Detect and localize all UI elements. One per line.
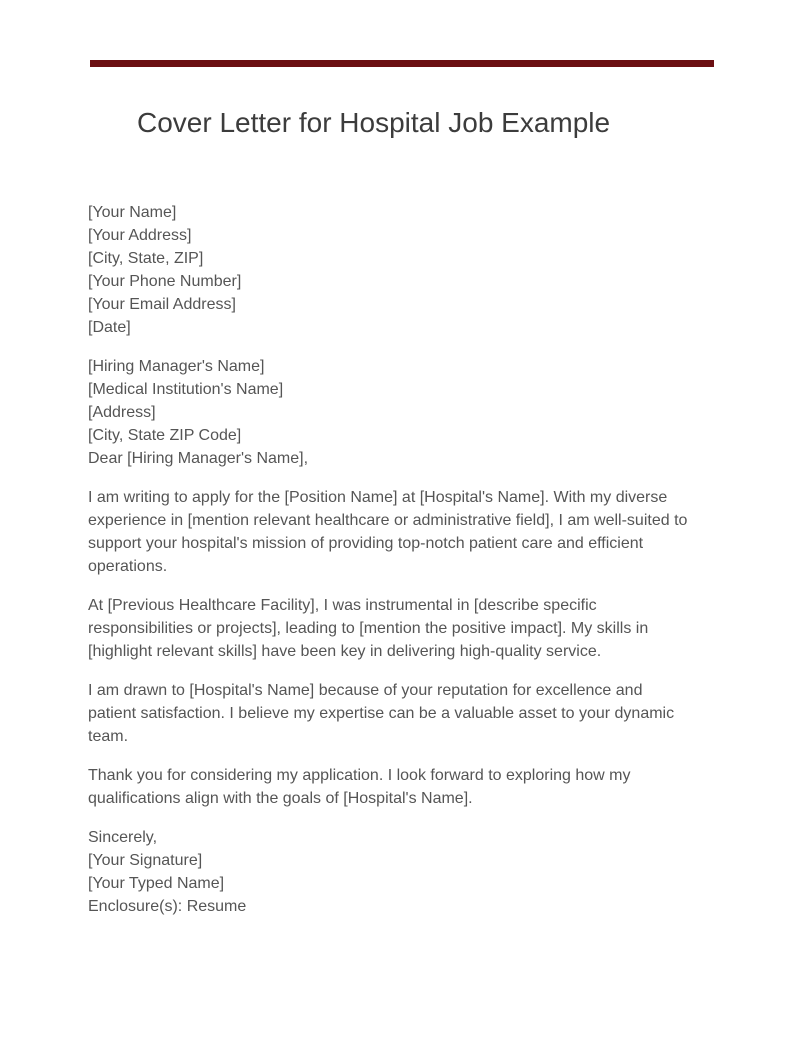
body-paragraph-experience: At [Previous Healthcare Facility], I was instrumental in [describe specific responsibilities or projects], leading to [mention the positive impact]. My skills in [highlight relevant skills] have been key in delivering high-quality service. xyxy=(88,597,649,660)
recipient-institution: [Medical Institution's Name] xyxy=(88,381,284,398)
sender-name: [Your Name] xyxy=(88,204,177,221)
recipient-name: [Hiring Manager's Name] xyxy=(88,358,265,375)
valediction: Sincerely, xyxy=(88,829,158,846)
body-paragraph-intro: I am writing to apply for the [Position Name] at [Hospital's Name]. With my diverse experience in [mention relevant healthcare or administrative field], I am well-suited to support your hospital's mission of providing top-notch patient care and efficient operations. xyxy=(88,489,688,575)
sender-block xyxy=(88,201,698,339)
signature: [Your Signature] xyxy=(88,852,203,869)
body-paragraph-thanks: Thank you for considering my application. I look forward to exploring how my qualifications align with the goals of [Hospital's Name]. xyxy=(88,767,631,807)
sender-city-state-zip: [City, State, ZIP] xyxy=(88,250,204,267)
sender-email: [Your Email Address] xyxy=(88,296,236,313)
letter-date: [Date] xyxy=(88,319,131,336)
header-divider xyxy=(90,60,714,67)
recipient-city-state-zip: [City, State ZIP Code] xyxy=(88,427,242,444)
sender-address: [Your Address] xyxy=(88,227,192,244)
recipient-block xyxy=(88,355,698,470)
enclosure-note: Enclosure(s): Resume xyxy=(88,898,247,915)
letter-body xyxy=(88,201,698,934)
salutation: Dear [Hiring Manager's Name], xyxy=(88,450,309,467)
sender-phone: [Your Phone Number] xyxy=(88,273,242,290)
closing-block xyxy=(88,826,698,918)
recipient-address: [Address] xyxy=(88,404,156,421)
body-paragraph-motivation: I am drawn to [Hospital's Name] because of your reputation for excellence and patient satisfaction. I believe my expertise can be a valuable asset to your dynamic team. xyxy=(88,682,675,745)
page-title: Cover Letter for Hospital Job Example xyxy=(137,107,611,138)
typed-name: [Your Typed Name] xyxy=(88,875,225,892)
